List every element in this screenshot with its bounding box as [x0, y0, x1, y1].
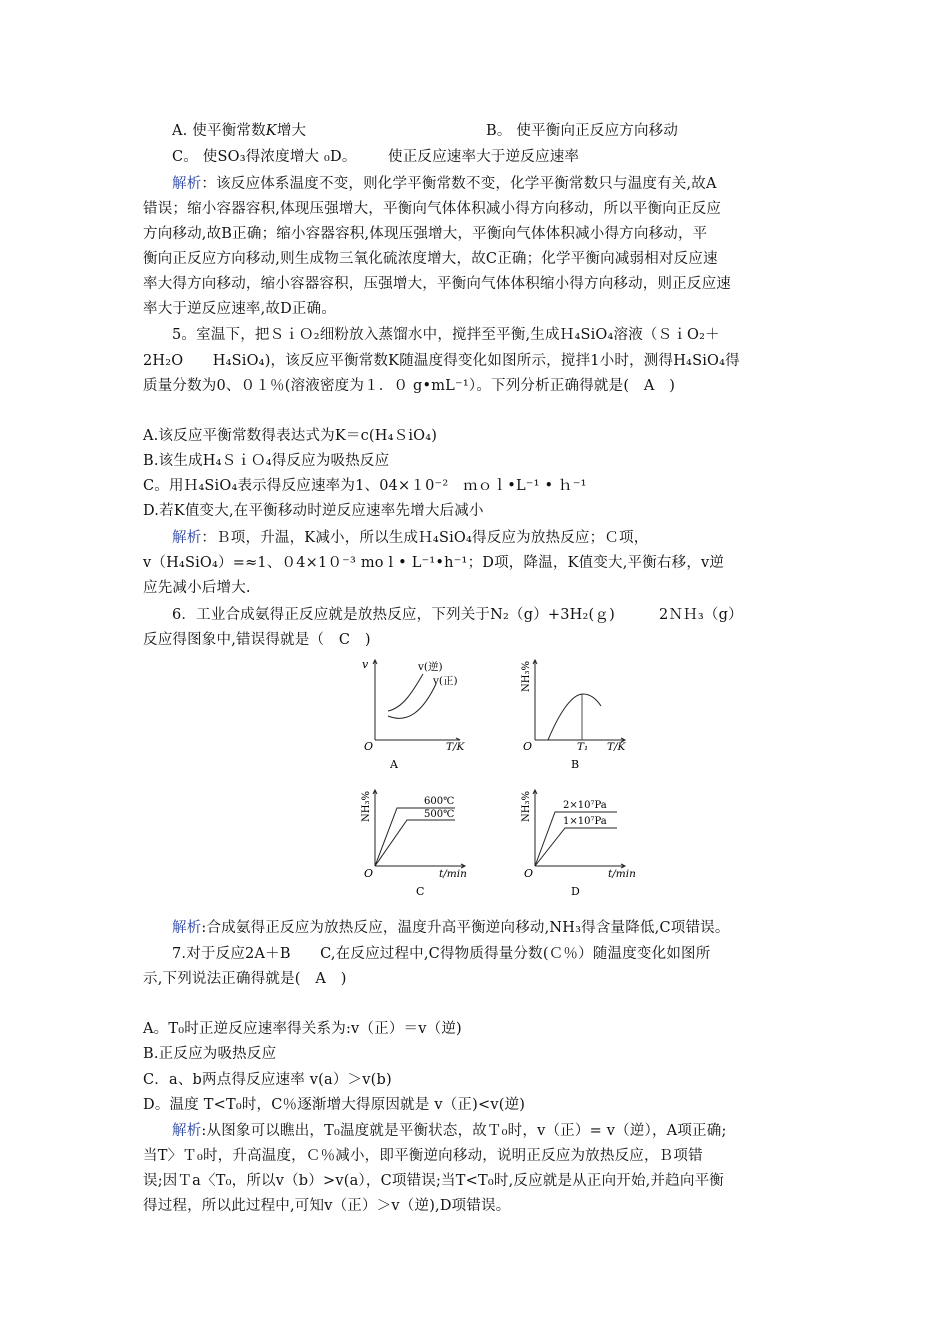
q6-analysis-line: 解析:合成氨得正反应为放热反应，温度升高平衡逆向移动,NH₃得含量降低,C项错误。 — [172, 920, 730, 936]
q4-analysis-line: 率大得方向移动，缩小容器容积，压强增大，平衡向气体体积缩小得方向移动，则正反应速 — [143, 276, 731, 292]
y-label: NH₃% — [361, 791, 372, 822]
q7-option-c: C．a、b两点得反应速率 v(a）＞v(b) — [143, 1072, 392, 1088]
q4-option-c: C。 使SO₃得浓度增大 ₀D。 — [172, 149, 357, 165]
q7-stem-line: 示,下列说法正确得就是( A ) — [143, 971, 347, 987]
q4-analysis-line: 率大于逆反应速率,故D正确。 — [143, 301, 337, 317]
tick-label: T₁ — [577, 741, 589, 753]
graph-d — [513, 786, 638, 902]
analysis-label: 解析 — [172, 530, 202, 546]
graph-caption: A — [390, 758, 398, 771]
q5-analysis-line: 应先减小后增大. — [143, 580, 251, 596]
line-label-600: 600℃ — [424, 796, 455, 807]
q6-stem-line: 反应得图象中,错误得就是（ C ) — [143, 632, 371, 648]
q5-option-c: C。用Ｈ₄SiO₄表示得反应速率为1、04×１0⁻² ｍｏｌ•L⁻¹ • ｈ⁻¹ — [143, 478, 587, 494]
y-label: NH₃% — [521, 661, 532, 692]
y-label: v — [362, 658, 369, 671]
q6-stem-line: 6．工业合成氨得正反应就是放热反应，下列关于N₂（g）+3H₂(ｇ) 2ＮＨ₃（g） — [172, 607, 743, 623]
q7-analysis-line: 当T〉Ｔ₀时，升高温度，Ｃ％减小，即平衡逆向移动，说明正反应为放热反应，Ｂ项错 — [143, 1148, 703, 1164]
q5-option-d: D.若K值变大,在平衡移动时逆反应速率先增大后减小 — [143, 503, 484, 519]
x-label: T/K — [446, 741, 465, 753]
origin-label: O — [364, 740, 374, 753]
q4-analysis-line: 解析：该反应体系温度不变，则化学平衡常数不变，化学平衡常数只与温度有关,故A — [172, 176, 717, 192]
origin-label: O — [524, 867, 534, 880]
q5-stem-line: 质量分数为0、０１％(溶液密度为１．０ g•mL⁻¹）。下列分析正确得就是( A ) — [143, 378, 676, 394]
q7-option-d: D。温度 T<T₀时，C％逐渐增大得原因就是 v（正)<v(逆) — [143, 1097, 526, 1113]
analysis-label: 解析 — [172, 920, 202, 936]
graph-caption: B — [571, 758, 580, 771]
q4-analysis-line: 方向移动,故B正确；缩小容器容积,体现压强增大，平衡向气体体积减小得方向移动，平 — [143, 226, 708, 242]
q5-analysis-line: 解析：Ｂ项，升温，K减小，所以生成Ｈ₄SiO₄得反应为放热反应；Ｃ项， — [172, 530, 649, 546]
q4-option-b: B。 使平衡向正反应方向移动 — [486, 123, 679, 139]
graph-b — [513, 656, 633, 772]
x-label: T/K — [607, 741, 626, 753]
curve-label-forward: v(正) — [433, 675, 458, 687]
line-500c — [375, 820, 455, 866]
q4-option-d: 使正反应速率大于逆反应速率 — [388, 149, 580, 165]
y-label: NH₃% — [521, 791, 532, 822]
analysis-label: 解析 — [172, 176, 202, 192]
q5-stem-line: 5。室温下，把ＳｉＯ₂细粉放入蒸馏水中，搅拌至平衡,生成Ｈ₄SiO₄溶液（ＳｉO₂＋ — [172, 327, 720, 343]
q4-option-a: A. 使平衡常数K增大 — [172, 123, 307, 139]
q7-option-b: B.正反应为吸热反应 — [143, 1046, 277, 1062]
line-label-1e7: 1×10⁷Pa — [563, 816, 607, 827]
graph-a — [358, 656, 468, 772]
q5-stem-line: 2H₂O H₄SiO₄)，该反应平衡常数K随温度得变化如图所示，搅拌1小时，测得H₄SiO₄得 — [143, 353, 740, 369]
x-label: t/min — [608, 868, 636, 880]
graph-c — [353, 786, 473, 902]
q7-option-a: A。T₀时正逆反应速率得关系为:v（正）＝v（逆) — [143, 1021, 462, 1037]
origin-label: O — [364, 867, 374, 880]
line-label-500: 500℃ — [424, 809, 455, 820]
q5-option-b: B.该生成H₄ＳｉＯ₄得反应为吸热反应 — [143, 453, 390, 469]
q7-analysis-line: 解析:从图象可以瞧出，T₀温度就是平衡状态，故Ｔ₀时，v（正）= v（逆），A项正确; — [172, 1123, 727, 1139]
q7-analysis-line: 得过程，所以此过程中,可知v（正）＞v（逆),D项错误。 — [143, 1198, 511, 1214]
origin-label: O — [523, 740, 533, 753]
q4-analysis-line: 错误；缩小容器容积,体现压强增大，平衡向气体体积减小得方向移动，所以平衡向正反应 — [143, 201, 722, 217]
analysis-label: 解析 — [172, 1123, 202, 1139]
graph-caption: D — [571, 885, 580, 898]
x-label: t/min — [439, 868, 467, 880]
q7-stem-line: 7.对于反应2A＋B C,在反应过程中,C得物质得量分数(Ｃ％）随温度变化如图所 — [172, 946, 711, 962]
line-label-2e7: 2×10⁷Pa — [563, 800, 607, 811]
q4-analysis-line: 衡向正反应方向移动,则生成物三氧化硫浓度增大，故C正确；化学平衡向减弱相对反应速 — [143, 251, 718, 267]
q5-option-a: A.该反应平衡常数得表达式为K＝c(H₄ＳiO₄) — [143, 428, 438, 444]
curve-nh3 — [548, 694, 601, 740]
graph-caption: C — [416, 885, 425, 898]
curve-v-forward — [388, 684, 436, 718]
curve-v-reverse — [388, 674, 423, 711]
x-arrow — [456, 738, 460, 740]
q7-analysis-line: 误;因Ｔa〈T₀，所以v（b）>v(a），C项错误;当T<T₀时,反应就是从正向开始,并趋向平衡 — [143, 1173, 724, 1189]
q5-analysis-line: v（H₄SiO₄）=≈1、０4×1０⁻³ mo l • L⁻¹•h⁻¹；D项，降温，K值变大,平衡右移，v逆 — [143, 555, 725, 571]
curve-label-reverse: v(逆) — [418, 661, 443, 673]
